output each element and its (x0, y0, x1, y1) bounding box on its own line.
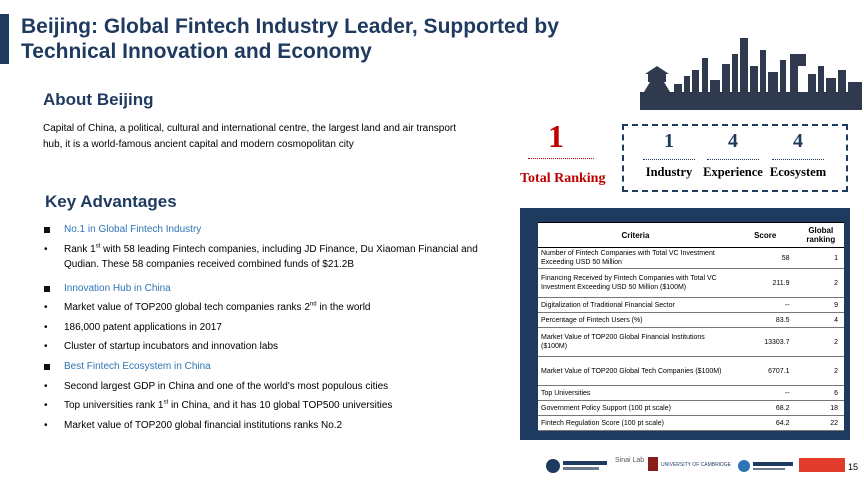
ranking-cell: 18 (798, 401, 844, 416)
advantage-bullet-item (43, 418, 513, 438)
advantage-bullet-item (43, 379, 513, 399)
square-bullet-icon (44, 227, 50, 233)
advantage-text: Best Fintech Ecosystem in China (64, 360, 211, 372)
sub-ranking-label: Experience (703, 165, 763, 179)
sub-ranking-value: 1 (664, 130, 674, 152)
page-title: Beijing: Global Fintech Industry Leader, Supported by Technical Innovation and Economy (21, 15, 559, 63)
ranking-cell: 4 (798, 313, 844, 328)
advantages-heading: Key Advantages (45, 192, 177, 211)
ranking-cell: 2 (798, 269, 844, 298)
title-accent-bar (0, 14, 9, 64)
beijing-skyline-illustration (640, 36, 862, 110)
total-ranking-value: 1 (548, 118, 564, 154)
ranking-cell: 22 (798, 416, 844, 431)
score-cell: -- (733, 386, 798, 401)
advantage-text-part: Top universities rank 1 (64, 400, 164, 412)
zhejiang-fintech-federation-logo (737, 458, 795, 474)
table-row (538, 401, 844, 416)
sub-ranking-label: Ecosystem (769, 165, 827, 179)
advantage-heading-item (43, 222, 513, 242)
square-bullet-icon (44, 286, 50, 292)
sub-ranking-value: 4 (728, 130, 738, 152)
criteria-cell: Market Value of TOP200 Global Tech Companies ($100M) (538, 357, 733, 386)
cambridge-centre-logo (647, 456, 659, 474)
sub-ranking-divider (772, 159, 824, 160)
dot-bullet-icon: • (44, 419, 48, 431)
score-cell: -- (733, 298, 798, 313)
criteria-cell: Fintech Regulation Score (100 pt scale) (538, 416, 733, 431)
advantage-text-part: Market value of TOP200 global tech companies ranks 2 (64, 302, 310, 314)
dot-bullet-icon: • (44, 380, 48, 392)
advantage-text-part: Rank 1 (64, 243, 96, 255)
table-row (538, 416, 844, 431)
sinai-lab-logo: Sinai Lab (615, 457, 645, 464)
score-cell: 6707.1 (733, 357, 798, 386)
advantage-text-part: in China, and it has 10 global TOP500 universities (168, 400, 393, 412)
page-number: 15 (848, 462, 859, 472)
sub-ranking-value: 4 (793, 130, 803, 152)
table-header-row (538, 223, 844, 248)
advantage-text-part: Second largest GDP in China and one of the world's most populous cities (64, 380, 389, 392)
score-cell: 64.2 (733, 416, 798, 431)
total-ranking-divider (528, 158, 594, 159)
advantage-text (64, 400, 392, 411)
advantage-text-part: Market value of TOP200 global financial institutions ranks No.2 (64, 419, 343, 431)
criteria-cell: Digitalization of Traditional Financial Sector (538, 298, 733, 313)
advantage-text: Innovation Hub in China (64, 282, 171, 294)
dot-bullet-icon: • (44, 243, 48, 255)
total-ranking-label: Total Ranking (520, 171, 606, 186)
advantage-heading-item (43, 359, 513, 379)
zhejiang-university-logo (545, 458, 609, 474)
advantage-text: No.1 in Global Fintech Industry (64, 224, 202, 235)
score-cell: 83.5 (733, 313, 798, 328)
about-text: Capital of China, a political, cultural and international centre, the largest land and air transport hub, it is a world-famous ancient capital and modern cosmopolitan city (43, 123, 457, 150)
criteria-cell: Number of Fintech Companies with Total VC Investment Exceeding USD 50 Million (538, 248, 733, 269)
table-row (538, 357, 844, 386)
advantage-bullet-item (43, 320, 513, 340)
advantage-bullet-item (43, 398, 513, 418)
table-row (538, 298, 844, 313)
ordinal-suffix: nd (309, 301, 317, 308)
advantage-bullet-item (43, 300, 513, 320)
ranking-cell: 2 (798, 357, 844, 386)
score-cell: 58 (733, 248, 798, 269)
advantage-text (64, 244, 478, 270)
dot-bullet-icon: • (44, 400, 48, 412)
footer-logos (545, 456, 851, 476)
advantage-text (64, 322, 222, 333)
ordinal-suffix: st (95, 243, 101, 250)
advantage-text (64, 420, 342, 431)
advantage-text-part: 186,000 patent applications in 2017 (64, 321, 222, 333)
dot-bullet-icon: • (44, 302, 48, 314)
table-body (538, 248, 844, 431)
advantage-bullet-item (43, 242, 513, 281)
table-row (538, 328, 844, 357)
dot-bullet-icon: • (44, 341, 48, 353)
criteria-cell: Top Universities (538, 386, 733, 401)
advantage-text (64, 302, 371, 313)
square-bullet-icon (44, 364, 50, 370)
sub-ranking-divider (643, 159, 695, 160)
cambridge-logo: UNIVERSITY OF CAMBRIDGE (661, 462, 731, 468)
criteria-cell: Financing Received by Fintech Companies with Total VC Investment Exceeding USD 50 Million ($100M) (538, 269, 733, 298)
ranking-cell: 2 (798, 328, 844, 357)
criteria-cell: Market Value of TOP200 Global Financial Institutions ($100M) (538, 328, 733, 357)
score-cell: 68.2 (733, 401, 798, 416)
advantage-text-part: Cluster of startup incubators and innovation labs (64, 341, 279, 353)
column-header-score: Score (733, 223, 798, 248)
criteria-table (538, 222, 844, 431)
advantage-text (64, 341, 278, 352)
sub-ranking-divider (707, 159, 759, 160)
table-row (538, 269, 844, 298)
score-cell: 13303.7 (733, 328, 798, 357)
advantage-text-part: in the world (316, 302, 371, 314)
column-header-criteria: Criteria (538, 223, 733, 248)
table-row (538, 313, 844, 328)
ranking-cell: 9 (798, 298, 844, 313)
sub-ranking-ecosystem (759, 130, 837, 180)
sub-ranking-label: Industry (645, 165, 693, 179)
table-row (538, 248, 844, 269)
advantages-list (43, 222, 513, 437)
about-heading: About Beijing (43, 90, 154, 109)
criteria-cell: Government Policy Support (100 pt scale) (538, 401, 733, 416)
advantage-bullet-item (43, 339, 513, 359)
ranking-cell: 6 (798, 386, 844, 401)
column-header-global-ranking: Global ranking (798, 223, 844, 248)
ranking-cell: 1 (798, 248, 844, 269)
financial-street-logo (799, 456, 845, 474)
score-cell: 211.9 (733, 269, 798, 298)
table-row (538, 386, 844, 401)
dot-bullet-icon: • (44, 321, 48, 333)
criteria-cell: Percentage of Fintech Users (%) (538, 313, 733, 328)
advantage-text (64, 381, 388, 392)
advantage-heading-item (43, 281, 513, 301)
ordinal-suffix: st (163, 399, 169, 406)
advantage-text-part: with 58 leading Fintech companies, including JD Finance, Du Xiaoman Financial and Qudian. These 58 companies received combined funds of $21.2B (64, 243, 478, 270)
